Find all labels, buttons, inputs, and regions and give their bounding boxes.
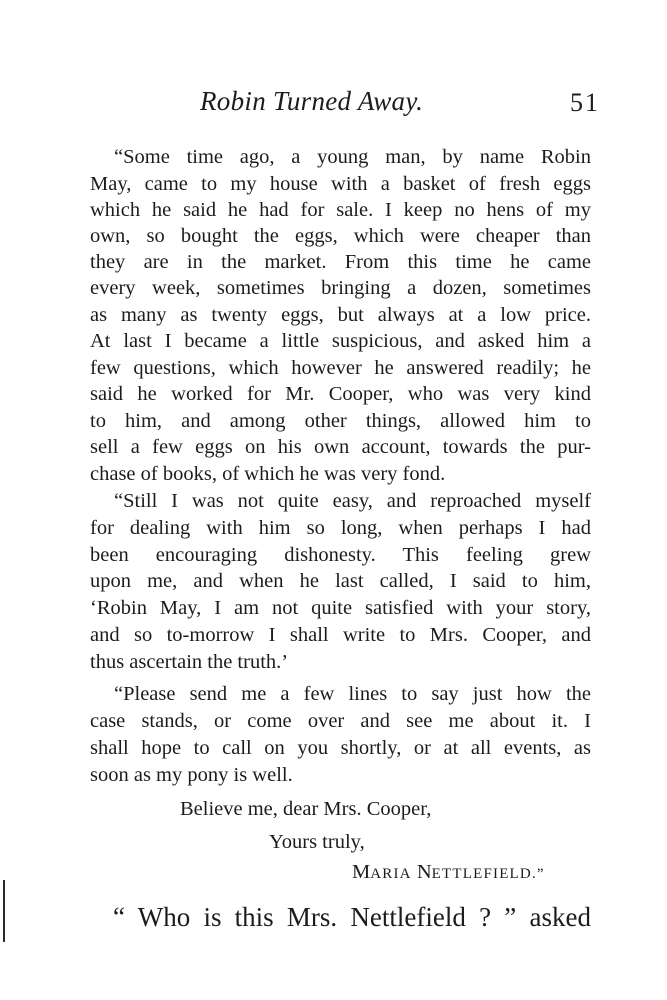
text-line: “Please send me a few lines to say just how the bbox=[114, 683, 591, 705]
running-title: Robin Turned Away. bbox=[200, 86, 424, 116]
page-number: 51 bbox=[570, 88, 600, 117]
text-line: “Still I was not quite easy, and reproached myself bbox=[114, 490, 591, 512]
text-line: own, so bought the eggs, which were cheaper than bbox=[90, 225, 591, 247]
text-line: upon me, and when he last called, I said to him, bbox=[90, 570, 591, 592]
text-line: for dealing with him so long, when perhaps I had bbox=[90, 517, 591, 539]
text-line: been encouraging dishonesty. This feeling grew bbox=[90, 544, 591, 566]
text-line: every week, sometimes bringing a dozen, sometimes bbox=[90, 277, 591, 299]
text-line: At last I became a little suspicious, and asked him a bbox=[90, 330, 591, 352]
signature-first-rest: ARIA bbox=[370, 866, 412, 882]
text-line: and so to-morrow I shall write to Mrs. Cooper, and bbox=[90, 624, 591, 646]
letter-valediction: Yours truly, bbox=[269, 831, 365, 853]
text-line: May, came to my house with a basket of fresh eggs bbox=[90, 173, 591, 195]
text-line: said he worked for Mr. Cooper, who was very kind bbox=[90, 383, 591, 405]
text-line: chase of books, of which he was very fond. bbox=[90, 463, 446, 485]
letter-salutation: Believe me, dear Mrs. Cooper, bbox=[180, 798, 432, 820]
text-line: ‘Robin May, I am not quite satisfied with your story, bbox=[90, 597, 591, 619]
text-line: as many as twenty eggs, but always at a low price. bbox=[90, 304, 591, 326]
text-line: sell a few eggs on his own account, towards the pur- bbox=[90, 436, 591, 458]
signature-first-initial: M bbox=[352, 861, 371, 883]
letter-signature bbox=[352, 859, 545, 887]
text-line: to him, and among other things, allowed him to bbox=[90, 410, 591, 432]
text-line: shall hope to call on you shortly, or at all events, as bbox=[90, 737, 591, 759]
text-line: soon as my pony is well. bbox=[90, 764, 293, 786]
signature-last-rest: ETTLEFIELD.” bbox=[431, 866, 545, 882]
text-line: “Some time ago, a young man, by name Robin bbox=[114, 146, 591, 168]
text-line: which he said he had for sale. I keep no hens of my bbox=[90, 199, 591, 221]
text-line: thus ascertain the truth.’ bbox=[90, 651, 289, 673]
signature-last-initial: N bbox=[416, 861, 432, 883]
text-line: few questions, which however he answered readily; he bbox=[90, 357, 591, 379]
text-line: they are in the market. From this time he came bbox=[90, 251, 591, 273]
continuation-line: “ Who is this Mrs. Nettlefield ? ” asked bbox=[113, 902, 591, 932]
page-edge-mark bbox=[3, 880, 5, 942]
text-line: case stands, or come over and see me about it. I bbox=[90, 710, 591, 732]
running-head bbox=[200, 86, 600, 126]
